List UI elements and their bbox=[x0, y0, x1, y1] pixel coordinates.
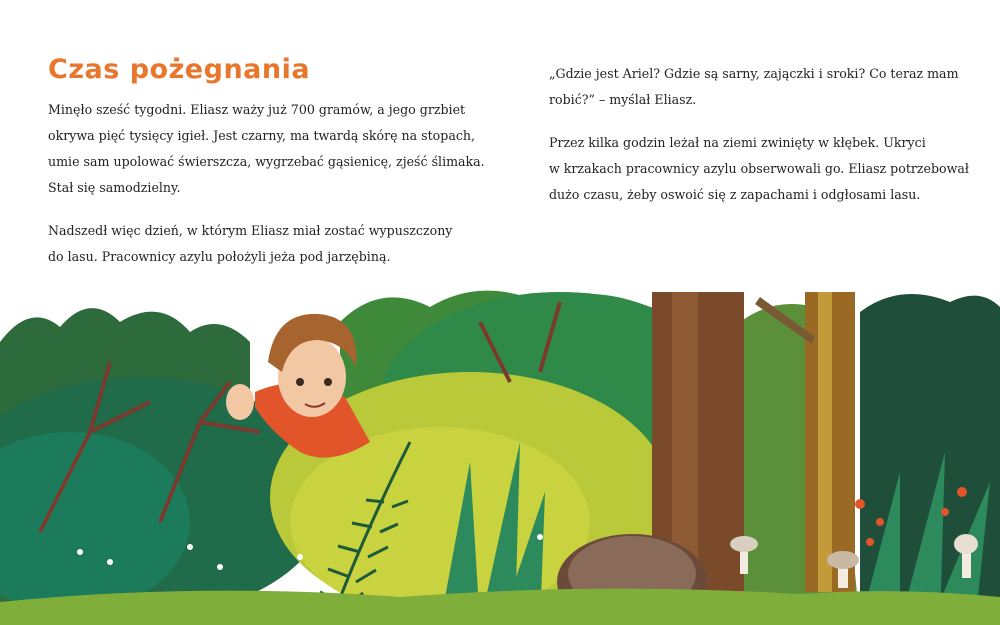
left-text-column bbox=[48, 97, 488, 287]
tree-trunk bbox=[818, 292, 832, 592]
paragraph: Minęło sześć tygodni. Eliasz waży już 700 gramów, a jego grzbiet okrywa pięć tysięcy igieł. Jest czarny, ma twardą skórę na stopach, umie sam upolować świerszcza, wygrzebać gąsienicę, zjeść ślimaka. Stał się samodzielny. bbox=[48, 102, 485, 195]
ground-grass bbox=[0, 589, 1000, 625]
forest-illustration bbox=[0, 282, 1000, 625]
paragraph: Nadszedł więc dzień, w którym Eliasz miał zostać wypuszczony do lasu. Pracownicy azylu położyli jeża pod jarzębiną. bbox=[48, 223, 453, 264]
page-title: Czas pożegnania bbox=[48, 54, 311, 85]
boy-hand bbox=[226, 384, 254, 420]
boy-eye bbox=[296, 378, 304, 386]
right-text-column bbox=[549, 61, 969, 225]
paragraph: „Gdzie jest Ariel? Gdzie są sarny, zajączki i sroki? Co teraz mam robić?” – myślał Eliasz. bbox=[549, 66, 959, 107]
paragraph: Przez kilka godzin leżał na ziemi zwinięty w kłębek. Ukryci w krzakach pracownicy azylu obserwowali go. Eliasz potrzebował dużo czasu, żeby oswoić się z zapachami i odgłosami lasu. bbox=[549, 135, 970, 202]
boy-eye bbox=[324, 378, 332, 386]
